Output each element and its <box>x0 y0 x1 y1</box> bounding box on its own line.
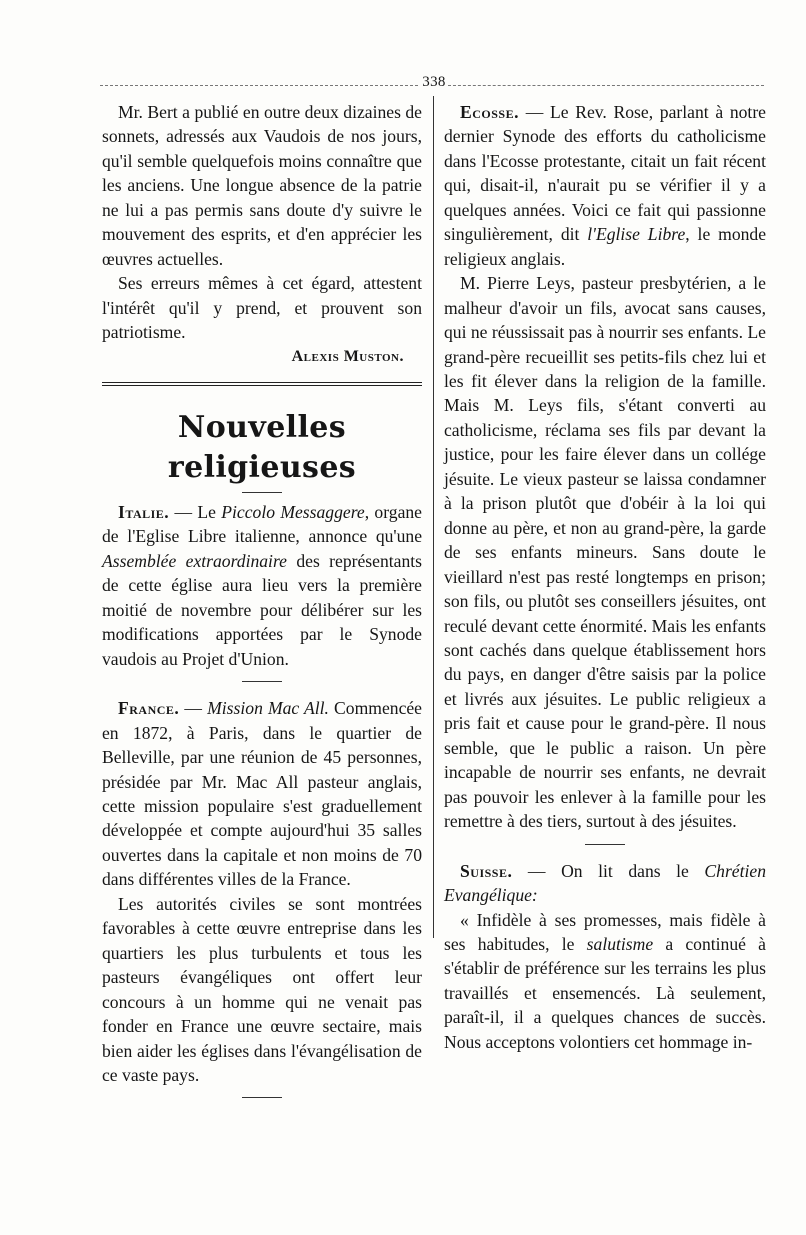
france-label: France. <box>118 698 180 719</box>
ecosse-text: — Le Rev. Rose, parlant à notre dernier Synode des efforts du catholicisme dans l'Ecosse protestante, citait un fait récent qui, disait-il, n'aurait pu se vérifier il y a quelques années. Voici ce fait qui passionne singulièrement, dit <box>444 102 766 245</box>
france-paragraph <box>102 696 422 892</box>
right-column <box>444 100 766 1054</box>
ecosse-label: Ecosse. <box>460 102 519 122</box>
quote-text: a continué à s'établir de préférence sur les terrains les plus travaillés et ensemencés. Là seulement, paraît-il, il a quelques chances de succès. Nous acceptons volontiers cet hommage in- <box>444 933 766 1052</box>
italie-text: — Le <box>169 501 222 522</box>
suisse-journal-name: Chrétien Evangélique: <box>444 860 766 906</box>
page-number: 338 <box>422 74 446 90</box>
quote-salutisme: salutisme <box>586 933 654 954</box>
signature: Alexis Muston. <box>291 347 404 365</box>
quote-text: « Infidèle à ses promesses, mais fidèle à ses habitudes, le <box>444 909 766 954</box>
errors-paragraph: Ses erreurs mêmes à cet égard, attestent l'intérêt qu'il y prend, et prouvent son patriotisme. <box>102 273 422 343</box>
italie-journal-name: Piccolo Messaggere <box>221 501 365 522</box>
suisse-paragraph <box>444 859 766 908</box>
ecosse-text: , le monde religieux anglais. <box>444 224 767 269</box>
section-title: Nouvelles religieuses <box>167 409 357 485</box>
suisse-text: — On lit dans le <box>512 860 705 881</box>
italie-assembly: Assemblée extraordinaire <box>102 550 287 571</box>
italie-paragraph <box>102 500 422 671</box>
leys-paragraph: M. Pierre Leys, pasteur presbytérien, a le malheur d'avoir un fils, avocat sans causes, qui ne réussissait pas à nourrir ses enfants. Le grand-père recueillit ses petits-fils chez lui et les fit élever dans la religion de la famille. Mais M. Leys fils, s'étant converti au catholicisme, réclama ses fils par devant la justice, pour les faire élever dans un collége jésuite. Le vieux pasteur se laissa condamner à la prison plutôt que d'obéir à la loi qui donne au père, et non au grand-père, la garde de ses enfants mineurs. Sans doute le vieillard n'est pas resté longtemps en prison; son fils, ou plutôt ses conseillers jésuites, ont reculé devant cette énormité. Mais les enfants sont cachés dans quelque établissement hors du pays, en danger d'être saisis par la police et livrés aux jésuites. Le public religieux a pris fait et cause pour le grand-père. Il nous semble, que le public a raison. Un père incapable de nourrir ses enfants, ne devrait pas pouvoir les enlever à la famille pour les remettre à des tiers, surtout à des jésuites. <box>444 273 766 832</box>
section-rule <box>102 382 422 386</box>
header-rule-left <box>100 85 418 86</box>
bert-paragraph: Mr. Bert a publié en outre deux dizaines de sonnets, adressés aux Vaudois de nos jours, qu'il semble quelquefois moins connaître que les anciens. Une longue absence de la patrie ne lui a pas permis sans doute d'y suivre le mouvement des esprits, et d'en apprécier les œuvres actuelles. <box>102 102 422 269</box>
separator <box>242 681 282 682</box>
authorities-paragraph: Les autorités civiles se sont montrées favorables à cette œuvre entreprise dans les quartiers les plus turbulents et tous les pasteurs évangéliques ont offert leur concours à un homme qui ne venait pas fonder en France une œuvre sectaire, mais bien aider les églises dans l'évangélisation de ce vaste pays. <box>102 893 422 1085</box>
separator <box>242 492 282 493</box>
suisse-label: Suisse. <box>460 860 513 881</box>
italie-label: Italie. <box>118 501 170 522</box>
left-column <box>102 100 422 1112</box>
separator <box>585 844 625 845</box>
france-dash: — <box>179 698 208 719</box>
italie-text: , organe de l'Eglise Libre italienne, annonce qu'une <box>102 501 422 547</box>
italie-text: des représentants de cette église aura lieu vers la première moitié de novembre pour délibérer sur les modifications apportées par le Synode vaudois au Projet d'Union. <box>102 550 422 669</box>
ecosse-paragraph <box>444 100 766 271</box>
separator <box>242 1097 282 1098</box>
quote-paragraph <box>444 908 766 1055</box>
france-mission-name: Mission Mac All. <box>207 698 329 719</box>
header-rule-right <box>448 85 764 86</box>
column-divider <box>433 96 434 938</box>
france-text: Commencée en 1872, à Paris, dans le quartier de Belleville, par une réunion de 45 personnes, présidée par Mr. Mac All pasteur anglais, cette mission populaire s'est graduellement développée et compte aujourd'hui 35 salles ouvertes dans la capitale et non moins de 70 dans différentes villes de la France. <box>102 698 422 890</box>
ecosse-journal-name: l'Eglise Libre <box>587 224 686 245</box>
